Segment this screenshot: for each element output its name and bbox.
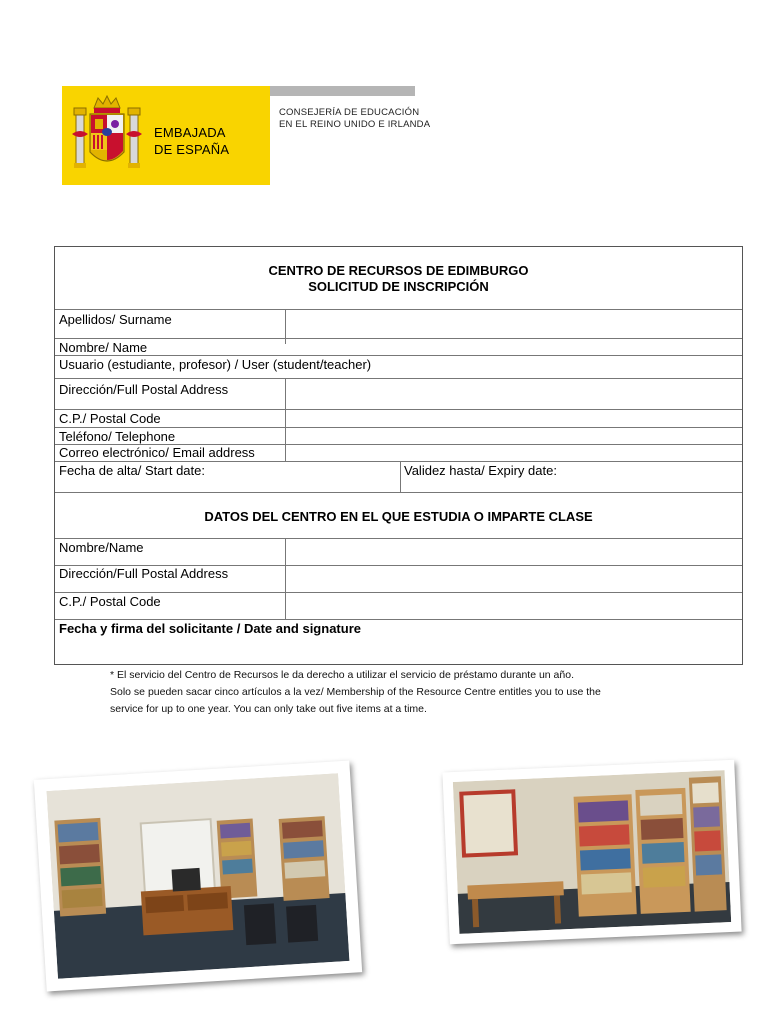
- embassy-logo: [62, 86, 270, 185]
- membership-note: [110, 667, 710, 718]
- centre-section-title: DATOS DEL CENTRO EN EL QUE ESTUDIA O IMPARTE CLASE: [204, 509, 593, 524]
- embassy-line1: EMBAJADA: [154, 125, 226, 140]
- surname-field[interactable]: [286, 310, 742, 337]
- consejeria-line1: CONSEJERÍA DE EDUCACIÓN: [279, 107, 420, 118]
- divider-dates: [400, 461, 401, 492]
- email-label: Correo electrónico/ Email address: [59, 445, 255, 460]
- name-row: [55, 338, 742, 355]
- centre-postcode-field[interactable]: [286, 593, 742, 618]
- embassy-name: [154, 124, 229, 158]
- consejeria-name: [279, 107, 430, 131]
- dates-row: [55, 461, 742, 478]
- centre-title-row: [55, 492, 742, 524]
- postcode-label: C.P./ Postal Code: [59, 411, 161, 426]
- note-line3: service for up to one year. You can only take out five items at a time.: [110, 703, 427, 715]
- centre-name-field[interactable]: [286, 539, 742, 564]
- centre-name-label: Nombre/Name: [59, 540, 144, 555]
- coat-of-arms-icon: [72, 94, 142, 178]
- signature-label: Fecha y firma del solicitante / Date and signature: [59, 621, 361, 636]
- note-line1: * El servicio del Centro de Recursos le da derecho a utilizar el servicio de préstamo durante un año.: [110, 669, 574, 681]
- phone-field[interactable]: [286, 428, 742, 443]
- logo-grey-bar: [270, 86, 415, 96]
- form-title: [55, 263, 742, 295]
- phone-label: Teléfono/ Telephone: [59, 429, 176, 444]
- resource-centre-photo-1: [34, 761, 362, 992]
- consejeria-line2: EN EL REINO UNIDO E IRLANDA: [279, 119, 431, 130]
- user-label: Usuario (estudiante, profesor) / User (student/teacher): [59, 357, 372, 372]
- centre-address-field[interactable]: [286, 566, 742, 591]
- postcode-field[interactable]: [286, 410, 742, 426]
- registration-form: [54, 246, 743, 665]
- embassy-line2: DE ESPAÑA: [154, 142, 230, 157]
- signature-row: [55, 619, 742, 636]
- email-field[interactable]: [286, 445, 742, 460]
- user-row: [55, 355, 742, 372]
- name-label: Nombre/ Name: [59, 340, 148, 355]
- surname-label: Apellidos/ Surname: [59, 312, 172, 327]
- expiry-date-label: Validez hasta/ Expiry date:: [404, 463, 557, 478]
- form-title-line1: CENTRO DE RECURSOS DE EDIMBURGO: [268, 263, 529, 278]
- address-field[interactable]: [286, 379, 742, 408]
- room-photo-1-image: [47, 773, 350, 978]
- start-date-label: Fecha de alta/ Start date:: [59, 463, 205, 478]
- room-photo-2-image: [453, 770, 731, 934]
- centre-postcode-label: C.P./ Postal Code: [59, 594, 161, 609]
- address-label: Dirección/Full Postal Address: [59, 382, 229, 397]
- resource-centre-photo-2: [442, 760, 741, 945]
- note-line2: Solo se pueden sacar cinco artículos a la vez/ Membership of the Resource Centre entitles you to use the: [110, 686, 601, 698]
- form-title-line2: SOLICITUD DE INSCRIPCIÓN: [308, 279, 489, 294]
- centre-address-label: Dirección/Full Postal Address: [59, 566, 229, 581]
